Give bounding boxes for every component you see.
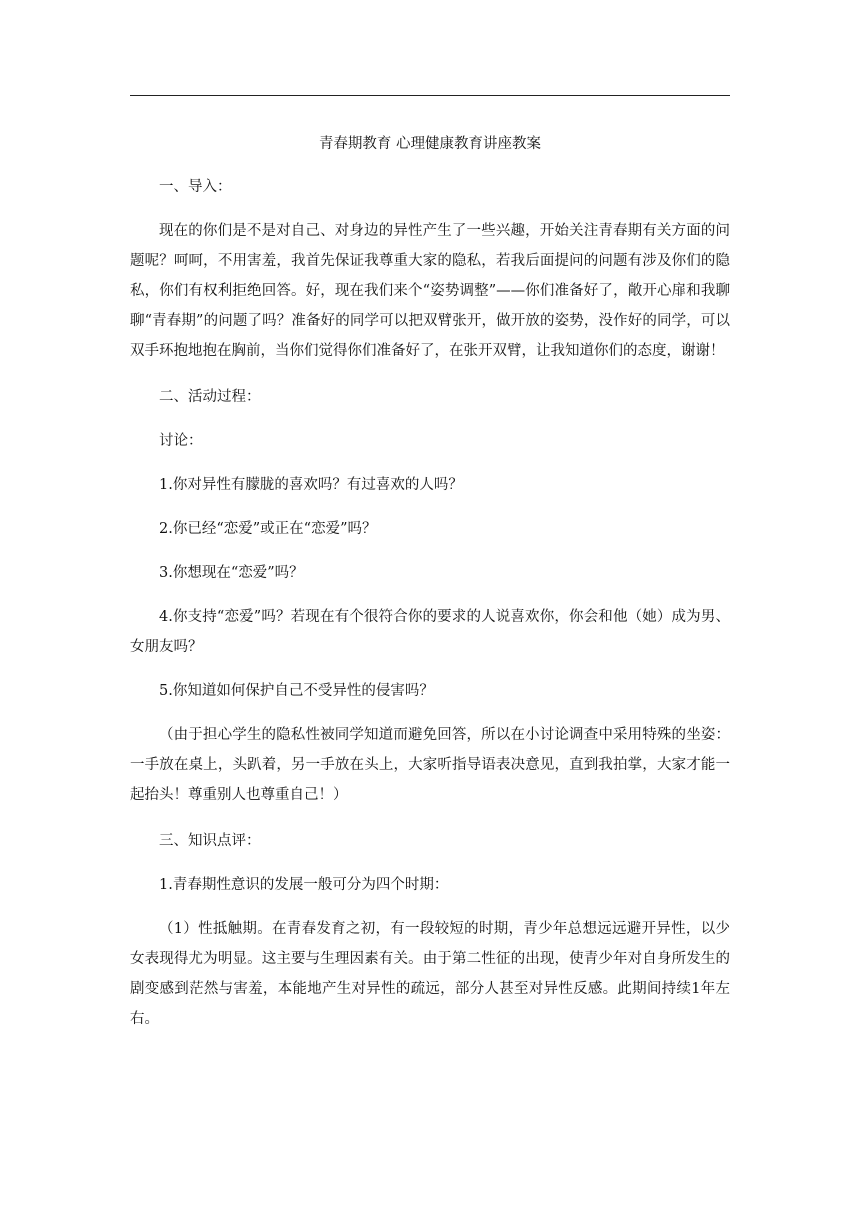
discussion-question: 3.你想现在“恋爱”吗？ xyxy=(159,565,304,581)
discussion-question: 1.你对异性有朦胧的喜欢吗？有过喜欢的人吗？ xyxy=(159,477,463,493)
header-rule xyxy=(130,95,730,96)
section-heading-knowledge: 三、知识点评： xyxy=(159,833,261,849)
discussion-question: 2.你已经“恋爱”或正在“恋爱”吗？ xyxy=(159,521,377,537)
knowledge-point: 1.青春期性意识的发展一般可分为四个时期： xyxy=(159,877,449,893)
discussion-question: 4.你支持“恋爱”吗？若现在有个很符合你的要求的人说喜欢你，你会和他（她）成为男、女朋友吗？ xyxy=(130,609,730,655)
discussion-question: 5.你知道如何保护自己不受异性的侵害吗？ xyxy=(159,683,434,699)
discussion-label: 讨论： xyxy=(159,433,203,449)
discussion-note: （由于担心学生的隐私性被同学知道而避免回答，所以在小讨论调查中采用特殊的坐姿：一手放在桌上，头趴着，另一手放在头上，大家听指导语表决意见，直到我拍掌，大家才能一起抬头！尊重别人也尊重自己！） xyxy=(130,727,730,803)
document-body xyxy=(130,130,730,1034)
section-heading-activity: 二、活动过程： xyxy=(159,389,261,405)
document-title: 青春期教育 心理健康教育讲座教案 xyxy=(318,136,542,152)
section-heading-intro: 一、导入： xyxy=(159,179,232,195)
period-paragraph: （1）性抵触期。在青春发育之初，有一段较短的时期，青少年总想远远避开异性，以少女表现得尤为明显。这主要与生理因素有关。由于第二性征的出现，使青少年对自身所发生的剧变感到茫然与害羞，本能地产生对异性的疏远，部分人甚至对异性反感。此期间持续1年左右。 xyxy=(130,921,730,1027)
intro-paragraph: 现在的你们是不是对自己、对身边的异性产生了一些兴趣，开始关注青春期有关方面的问题呢？呵呵，不用害羞，我首先保证我尊重大家的隐私，若我后面提问的问题有涉及你们的隐私，你们有权利拒绝回答。好，现在我们来个“姿势调整”——你们准备好了，敞开心扉和我聊聊“青春期”的问题了吗？准备好的同学可以把双臂张开，做开放的姿势，没作好的同学，可以双手环抱地抱在胸前，当你们觉得你们准备好了，在张开双臂，让我知道你们的态度，谢谢！ xyxy=(130,223,730,359)
